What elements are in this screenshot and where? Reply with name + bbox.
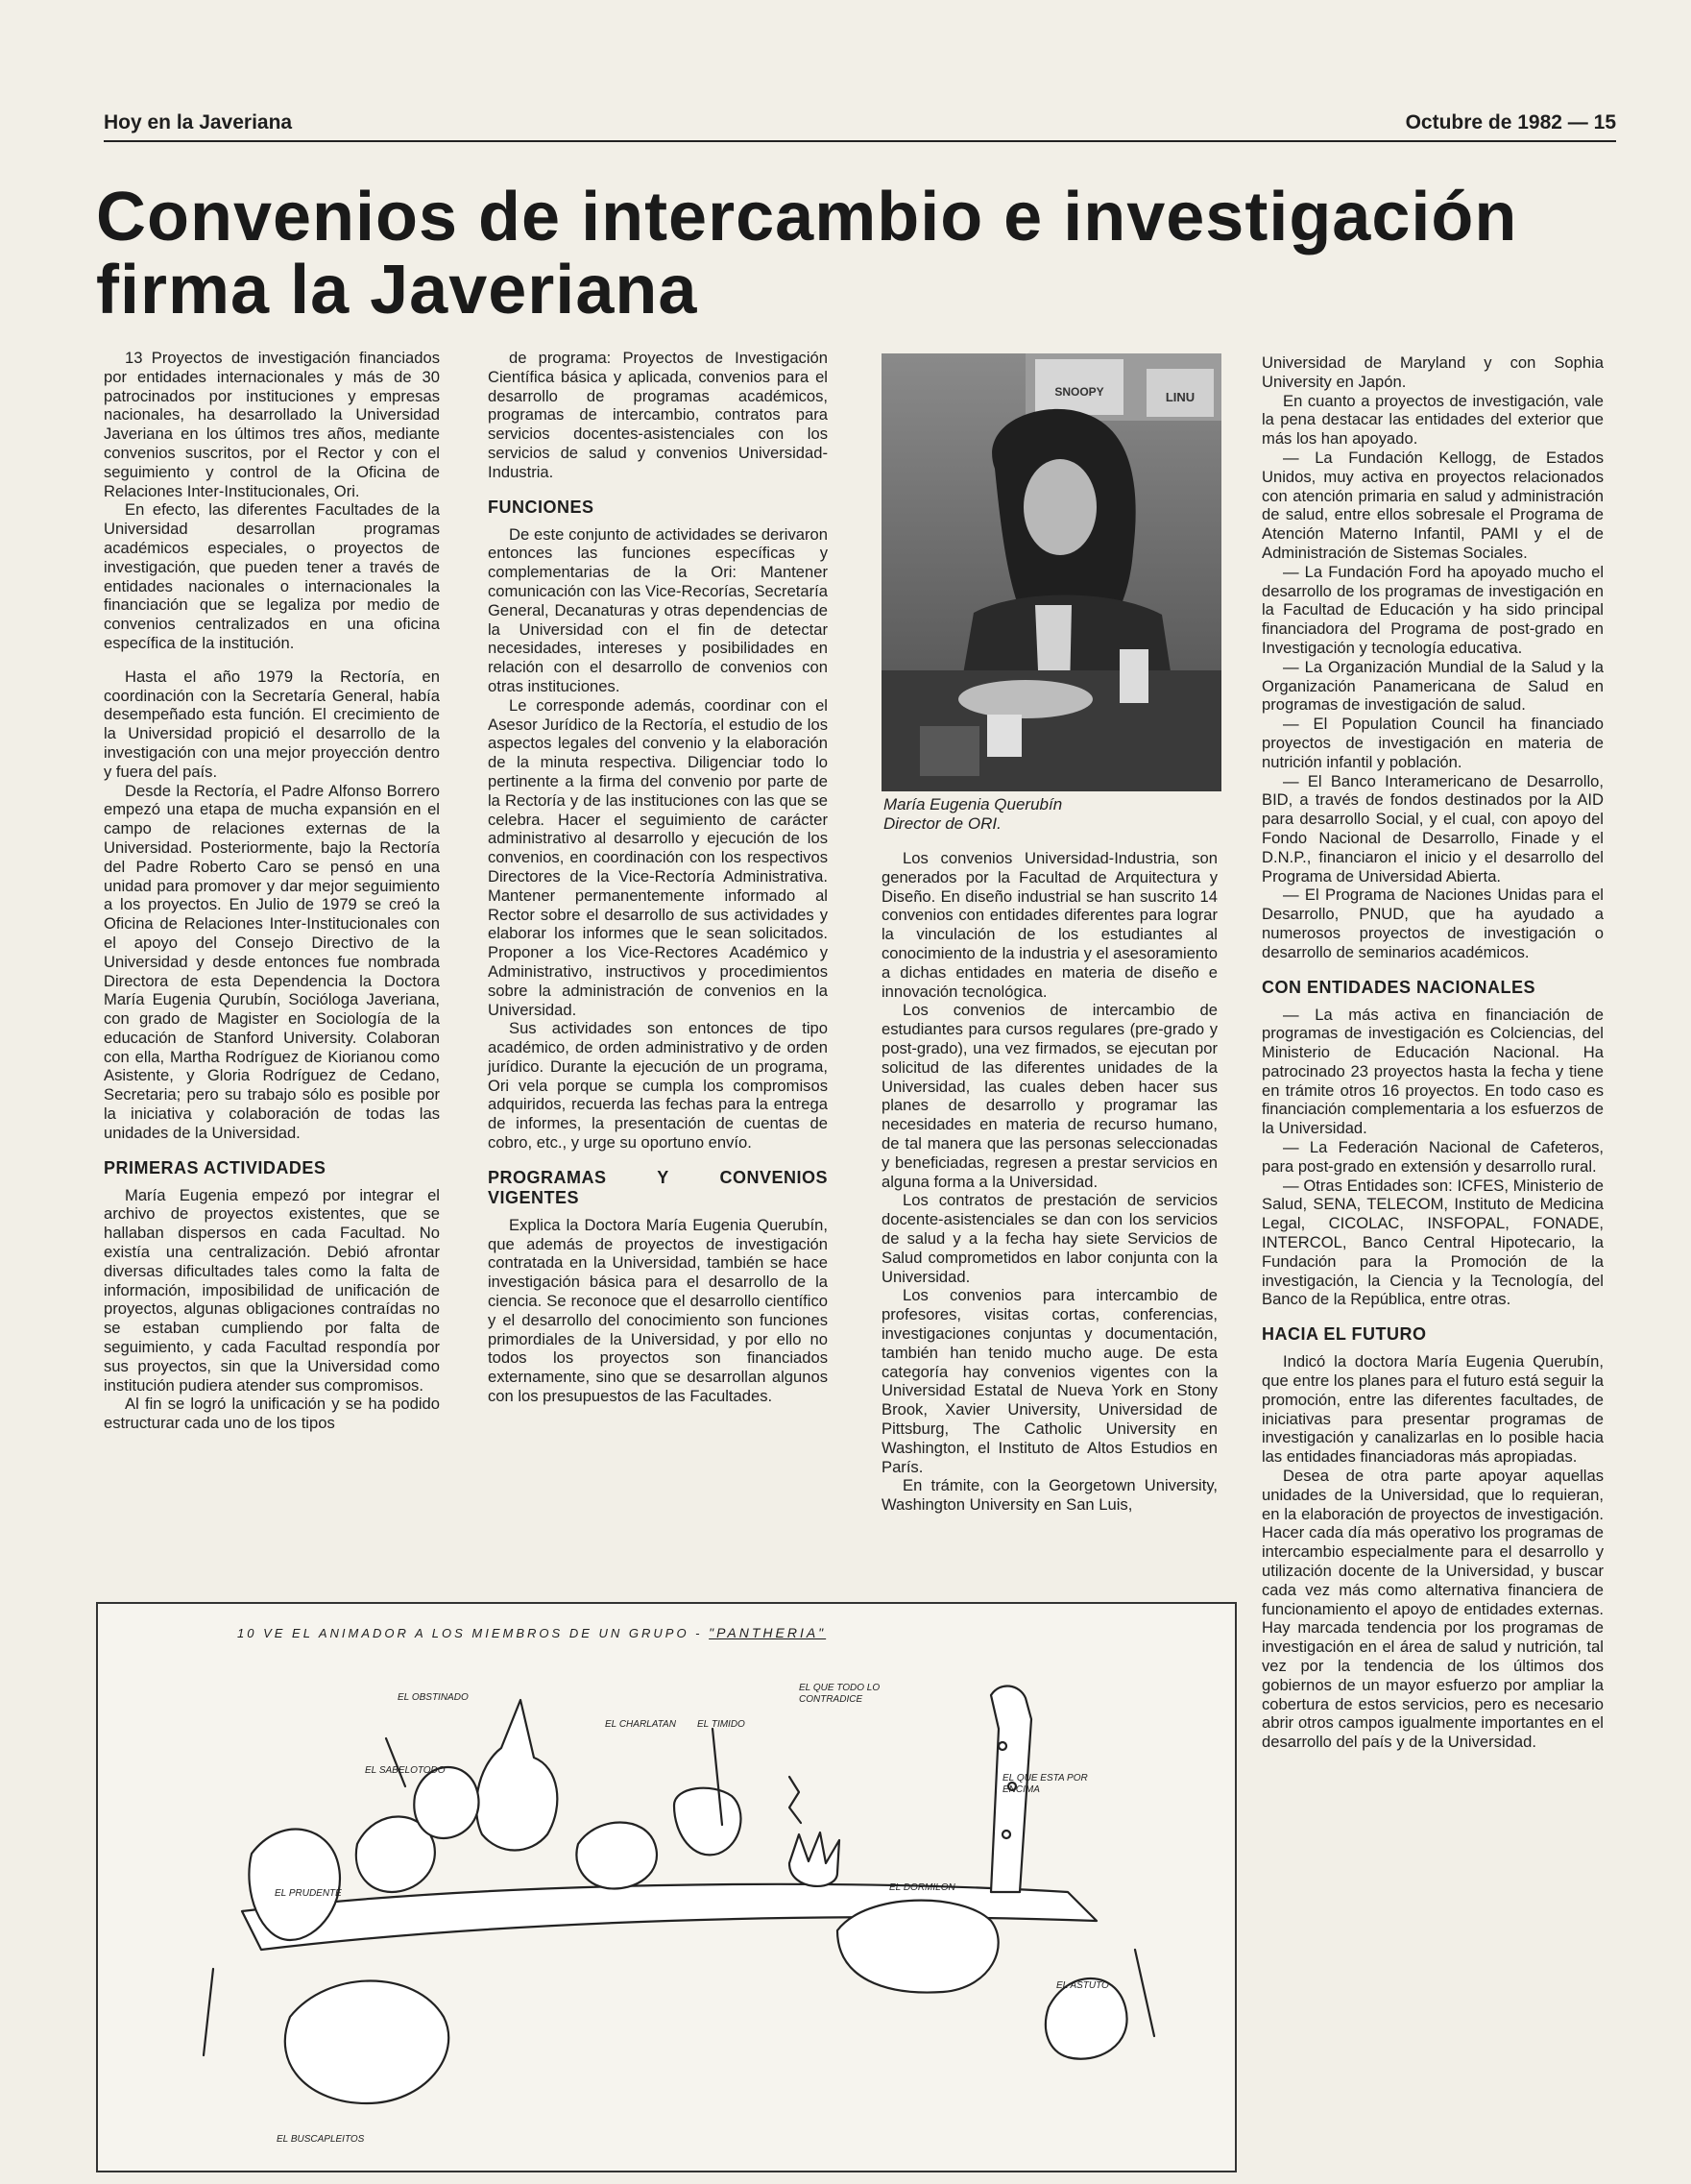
paragraph: Desde la Rectoría, el Padre Alfonso Borrero empezó una etapa de mucha expansión en el campo de relaciones externas de la Universidad. Posteriormente, bajo la Rectoría del Padre Roberto Caro se pensó en una unidad para promover y dar mejor seguimiento a los proyectos. En Julio de 1979 se creó la Oficina de Relaciones Inter-Institucionales con el apoyo del Consejo Directivo de la Universidad y desde entonces fue nombrada Directora de esta Dependencia la Doctora María Eugenia Qurubín, Socióloga Javeriana, con grado de Magister en Sociología de la educación de Stanford University. Colaboran con ella, Martha Rodríguez de Kiorianou como Asistente, y Gloria Rodríguez de Cedano, Secretaria; pero su trabajo sólo es posible por la iniciativa y colaboración de todas las unidades de la Universidad. [104, 781, 440, 1142]
section-heading-futuro: HACIA EL FUTURO [1262, 1324, 1427, 1345]
column-2 [488, 349, 828, 1406]
paragraph: de programa: Proyectos de Investigación Científica básica y aplicada, convenios para el desarrollo de programas académicos, programas de intercambio, contratos para servicios docentes-asistenciales con los servicios de salud y convenios Universidad-Industria. [488, 349, 828, 481]
label-sabelotodo: EL SABELOTODO [365, 1765, 446, 1776]
paragraph: Hasta el año 1979 la Rectoría, en coordinación con la Secretaría General, había desempeñado esta función. El crecimiento de la Universidad propició el desarrollo de la investigación con una mejor proyección dentro y fuera del país. [104, 667, 440, 781]
caption-name: María Eugenia Querubín [883, 795, 1063, 813]
column-1 [104, 349, 440, 1433]
cartoon-title-text: 10 VE EL ANIMADOR A LOS MIEMBROS DE UN GRUPO - [237, 1626, 703, 1640]
caption-title: Director de ORI. [883, 814, 1002, 833]
publication-name: Hoy en la Javeriana [104, 111, 293, 133]
paragraph: — El Programa de Naciones Unidas para el Desarrollo, PNUD, que ha ayudado a numerosos proyectos de investigación o desarrollo de seminarios académicos. [1262, 886, 1604, 961]
article-headline: Convenios de intercambio e investigación firma la Javeriana [96, 179, 1518, 328]
banner-left-text: SNOOPY [1054, 385, 1104, 399]
paragraph: — La Organización Mundial de la Salud y la Organización Panamericana de Salud en programas de investigación de salud. [1262, 657, 1604, 715]
banner-right-text: LINU [1165, 390, 1196, 404]
paragraph: — La más activa en financiación de programas de investigación es Colciencias, del Ministerio de Educación Nacional. Ha patrocinado 23 proyectos hasta la fecha y tiene en trámite otros 16 proyectos. En todo caso es financiación complementaria a los esfuerzos de la Universidad. [1262, 1005, 1604, 1138]
page-header [104, 111, 1616, 142]
label-dormilon: EL DORMILON [889, 1882, 955, 1893]
label-contradice: EL QUE TODO LO CONTRADICE [799, 1683, 881, 1705]
paragraph: Los contratos de prestación de servicios docente-asistenciales se dan con los servicios de salud y a la fecha hay siete Servicios de Salud comprometidos en labor conjunta con la Universidad. [882, 1191, 1218, 1286]
cartoon-panel [96, 1602, 1237, 2172]
label-timido: EL TIMIDO [697, 1719, 745, 1730]
paragraph: — Otras Entidades son: ICFES, Ministerio de Salud, SENA, TELECOM, Instituto de Medicina Legal, CICOLAC, INSFOPAL, FONADE, INTERCOL, Banco Central Hipotecario, la Fundación para la Promoción de la investigación, la Ciencia y la Tecnología, del Banco de la República, entre otras. [1262, 1176, 1604, 1309]
portrait-photo [882, 353, 1221, 791]
photo-illustration [882, 353, 1221, 791]
cartoon-drawing [98, 1604, 1235, 2171]
paragraph: En efecto, las diferentes Facultades de la Universidad desarrollan programas académicos especiales, o proyectos de investigación, que pueden tener a través de entidades nacionales o internacionales la financiación que se legaliza por medio de convenios centralizados en una oficina específica de la institución. [104, 500, 440, 652]
paragraph: Universidad de Maryland y con Sophia University en Japón. [1262, 353, 1604, 391]
paragraph: Explica la Doctora María Eugenia Querubín, que además de proyectos de investigación contratada en la Universidad, también se hace investigación básica para el desarrollo de la ciencia. Se reconoce que el desarrollo científico y el desarrollo del conocimiento son funciones primordiales de la Universidad, y por ello no todos los proyectos son financiados externamente, sino que se desarrollan algunos con los presupuestos de las Facultades. [488, 1215, 828, 1406]
label-charlatan: EL CHARLATAN [605, 1719, 676, 1730]
photo-caption [883, 795, 1210, 834]
paragraph: Los convenios Universidad-Industria, son generados por la Facultad de Arquitectura y Diseño. En diseño industrial se han suscrito 14 convenios con entidades diferentes para lograr la vinculación de los estudiantes al conocimiento de la industria y el asesoramiento a dichas entidades en materia de diseño e innovación tecnológica. [882, 849, 1218, 1001]
section-heading-programas: PROGRAMAS Y CONVENIOS VIGENTES [488, 1167, 828, 1207]
paragraph: — La Fundación Kellogg, de Estados Unidos, muy activa en proyectos relacionados con atención primaria en salud y administración de salud, entre ellos sobresale el Programa de Atención Materno Infantil, PAMI y el de Administración de Sistemas Sociales. [1262, 448, 1604, 562]
column-3 [882, 849, 1218, 1515]
paragraph: Los convenios para intercambio de profesores, visitas cortas, conferencias, investigaciones conjuntas y documentación, también han tenido mucho auge. De esta categoría hay convenios vigentes con la Universidad Estatal de Nueva York en Stony Brook, Xavier University, Universidad de Pittsburg, The Catholic University en Washington, el Instituto de Altos Estudios en París. [882, 1286, 1218, 1476]
date-page-number: Octubre de 1982 — 15 [1405, 111, 1616, 133]
label-prudente: EL PRUDENTE [275, 1888, 342, 1899]
label-encima: EL QUE ESTA POR ENCIMA [1003, 1773, 1088, 1795]
label-buscapleitos: EL BUSCAPLEITOS [277, 2134, 365, 2145]
label-obstinado: EL OBSTINADO [398, 1692, 469, 1703]
paragraph: 13 Proyectos de investigación financiados por entidades internacionales y más de 30 patrocinados por instituciones y empresas nacionales, ha desarrollado la Universidad Javeriana en los últimos tres años, mediante convenios suscritos, por el Rector y con el seguimiento y control de la Oficina de Relaciones Inter-Institucionales, Ori. [104, 349, 440, 500]
paragraph: Indicó la doctora María Eugenia Querubín, que entre los planes para el futuro está seguir la promoción, entre las diferentes facultades, de iniciativas para presentar programas de investigación y canalizarlas en lo posible hacia las entidades financiadoras más apropiadas. [1262, 1352, 1604, 1467]
paragraph: Le corresponde además, coordinar con el Asesor Jurídico de la Rectoría, el estudio de los aspectos legales del convenio y la elaboración de la minuta respectiva. Diligenciar todo lo pertinente a la firma del convenio por parte de la Rectoría y de las instituciones con las que se celebra. Hacer el seguimiento de carácter administrativo al desarrollo y ejecución de los convenios, en coordinación con los respectivos Directores de la Vice-Rectoría Administrativa. Mantener permanentemente informado al Rector sobre el desarrollo de sus actividades y elaborar los informes que le sean solicitados. Proponer a los Vice-Rectores Académico y Administrativo, instructivos y procedimientos sobre la administración de convenios en la Universidad. [488, 695, 828, 1019]
paragraph: Los convenios de intercambio de estudiantes para cursos regulares (pre-grado y post-grado), una vez firmados, se ejecutan por solicitud de las diferentes unidades de la Universidad, las cuales deben hacer sus planes de desarrollo y programar las necesidades en materia de recurso humano, de tal manera que las personas seleccionadas y beneficiadas, regresen a prestar servicios en alguna forma a la Universidad. [882, 1001, 1218, 1191]
paragraph: — El Population Council ha financiado proyectos de investigación en materia de nutrición infantil y población. [1262, 715, 1604, 771]
paragraph: María Eugenia empezó por integrar el archivo de proyectos existentes, que se hallaban dispersos en cada Facultad. No existía una centralización. Debió afrontar diversas dificultades tales como la falta de información, imposibilidad de unificación de proyectos, algunas obligaciones contraídas no se estaban cumpliendo por falta de seguimiento, y cada Facultad respondía por sus proyectos, sin que la Universidad como institución pudiera atender sus compromisos. [104, 1185, 440, 1395]
section-heading-funciones: FUNCIONES [488, 497, 594, 517]
paragraph: Al fin se logró la unificación y se ha podido estructurar cada uno de los tipos [104, 1395, 440, 1433]
paragraph: — La Federación Nacional de Cafeteros, para post-grado en extensión y desarrollo rural. [1262, 1138, 1604, 1176]
paragraph: Desea de otra parte apoyar aquellas unidades de la Universidad, que lo requieran, en la elaboración de proyectos de investigación. Hacer cada día más operativo los programas de intercambio especialmente para el desarrollo y utilización docente de la Universidad, y buscar cada vez más como alternativa financiera de funcionamiento el apoyo de entidades externas. Hay marcada tendencia por los programas de investigación en el área de salud y nutrición, tal vez por la tendencia de los últimos dos gobiernos de un mayor esfuerzo por ampliar la cobertura de estos servicios, pero es necesario abrir otros campos igualmente importantes en el desarrollo del país y de la Universidad. [1262, 1467, 1604, 1752]
column-4 [1262, 353, 1604, 1752]
label-astuto: EL ASTUTO [1056, 1980, 1109, 1991]
cartoon-group-name: "PANTHERIA" [709, 1625, 827, 1640]
paragraph: De este conjunto de actividades se derivaron entonces las funciones específicas y complementarias de la Ori: Mantener comunicación con las Vice-Recorías, Secretaría General, Decanaturas y otras dependencias de la Universidad con el fin de detectar necesidades, intereses y posibilidades en relación con el desarrollo de convenios con otras instituciones. [488, 524, 828, 695]
section-heading-nacionales: CON ENTIDADES NACIONALES [1262, 977, 1536, 997]
paragraph: Sus actividades son entonces de tipo académico, de orden administrativo y de orden jurídico. Durante la ejecución de un programa, Ori vela porque se cumpla los compromisos adquiridos, recuerda las fechas para la entrega de informes, la presentación de cuentas de cobro, etc., y urge su oportuno envío. [488, 1019, 828, 1153]
paragraph: En cuanto a proyectos de investigación, vale la pena destacar las entidades del exterior que más los han apoyado. [1262, 391, 1604, 449]
paragraph: — El Banco Interamericano de Desarrollo, BID, a través de fondos destinados por la AID para desarrollo Social, y el cual, con apoyo del Fondo Nacional de Desarrollo, Finade y el D.N.P., financiaron el inicio y el desarrollo del Programa de Universidad Abierta. [1262, 771, 1604, 886]
paragraph: — La Fundación Ford ha apoyado mucho el desarrollo de los programas de investigación en la Facultad de Educación y ha sido principal financiadora del Programa de post-grado en Investigación y tecnología educativa. [1262, 562, 1604, 657]
section-heading-primeras: PRIMERAS ACTIVIDADES [104, 1157, 326, 1177]
paragraph: En trámite, con la Georgetown University, Washington University en San Luis, [882, 1476, 1218, 1515]
